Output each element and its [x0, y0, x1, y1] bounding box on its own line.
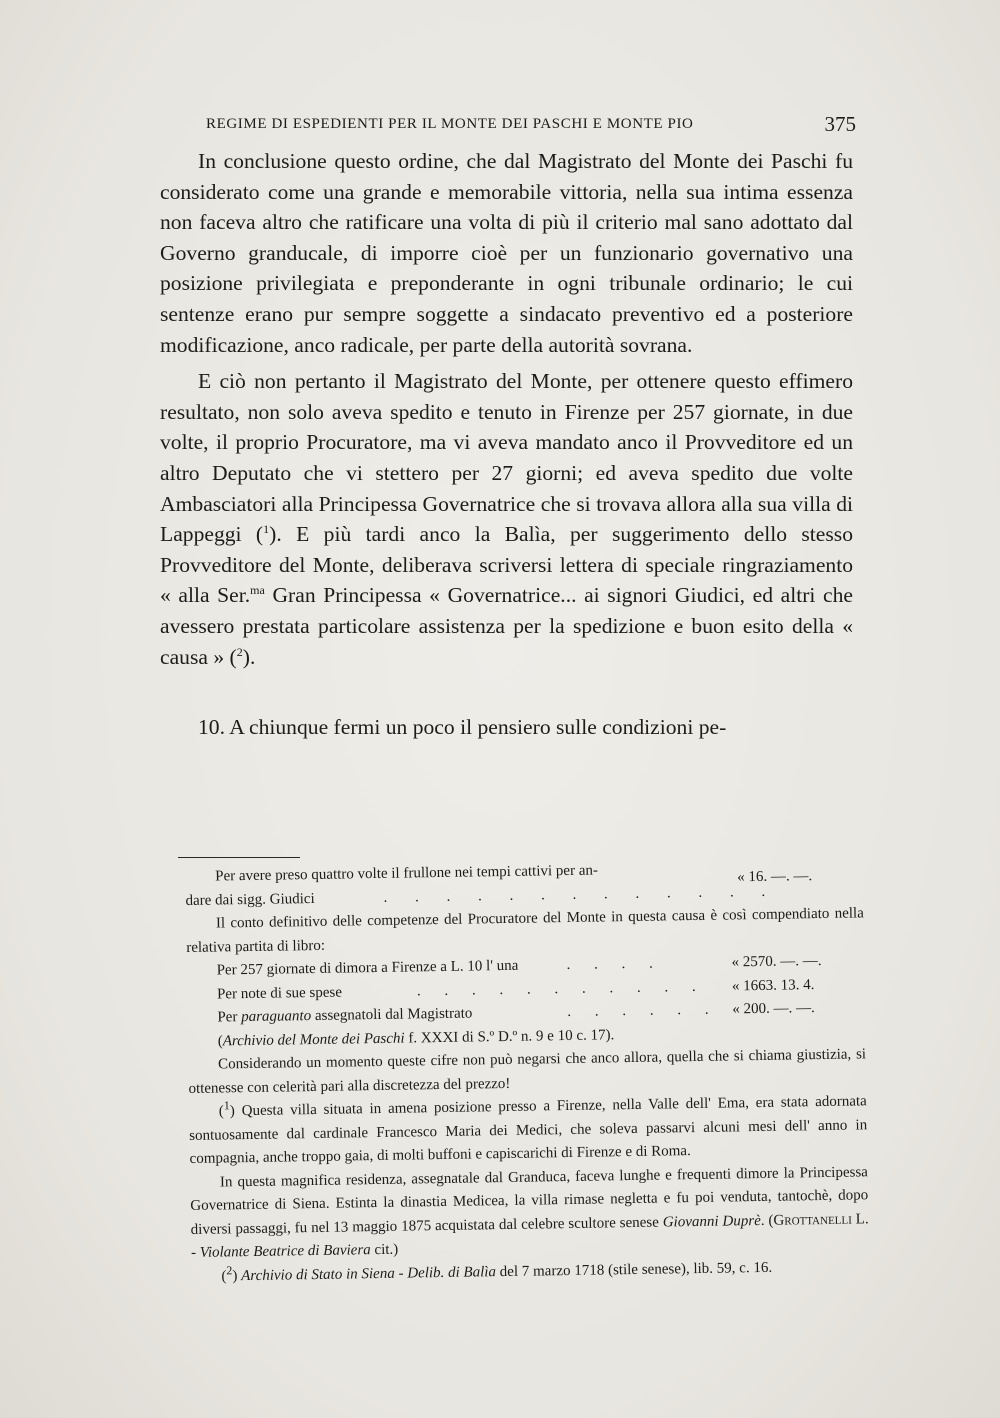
footnotes: [185, 855, 870, 1289]
amount-frullone: « 16. —. —.: [737, 868, 813, 886]
running-head: REGIME DI ESPEDIENTI PER IL MONTE DEI PASCHI E MONTE PIO: [206, 116, 694, 132]
note-archivio: (Archivio del Monte dei Paschi f. XXXI di S.º D.º n. 9 e 10 c. 17).: [217, 1026, 615, 1050]
note-considerando: Considerando un momento queste cifre non può negarsi che anco allora, quella che si chiama giustizia, si ottenesse con celerità pari alla discretezza del prezzo!: [188, 1046, 867, 1097]
page-number: 375: [824, 112, 856, 136]
paragraph-section-10: 10. A chiunque fermi un poco il pensiero sulle condizioni pe-: [198, 715, 727, 740]
note-frullone: Per avere preso quattro volte il frullone nei tempi cattivi per an- dare dai sigg. Giudici . . . . . . . . . . . . . « 16. —. —.: [185, 862, 813, 909]
note-conto: Il conto definitivo delle competenze del Procuratore del Monte in questa causa è così compendiato nella relativa partita di libro:: [186, 905, 864, 956]
ledger-row: Per paraguanto assegnatoli dal Magistrato . . . . . . « 200. —. —.: [217, 1000, 815, 1026]
footnote-rule: [178, 857, 300, 858]
footnote-ref-1: 1: [263, 521, 270, 536]
paragraph-magistrato: E ciò non pertanto il Magistrato del Monte, per ottenere questo effimero resultato, non solo aveva spedito e tenuto in Firenze per 257 giornate, in due volte, il proprio Procuratore, ma vi aveva mandato anco il Provveditore ed un altro Deputato che vi stettero per 27 giorni; ed aveva spedito due volte Ambasciatori alla Principessa Governatrice che si trovava allora alla sua villa di Lappeggi ($^1$). E più tardi anco la Balìa, per suggerimento dello stesso Provveditore del Monte, deliberava scriversi lettera di speciale ringraziamento « alla Ser.$^{ma}$ Gran Principessa « Governatrice... ai signori Giudici, ed altri che avessero prestata particolare assistenza per la spedizione e buon esito della « causa » ($^2$).: [160, 369, 853, 669]
paragraph-conclusione: In conclusione questo ordine, che dal Magistrato del Monte dei Paschi fu considerato come una grande e memorabile vittoria, nella sua intima essenza non faceva altro che ratificare una volta di più il criterio mal sano adottato dal Governo granducale, di imporre cioè per un funzionario governativo una posizione privilegiata e preponderante in ogni tribunale ordinario; le cui sentenze erano pur sempre soggette a sindacato preventivo ed a posteriore modificazione, anco radicale, per parte della autorità sovrana.: [160, 149, 853, 357]
ledger-row: Per 257 giornate di dimora a Firenze a L. 10 l' una . . . . « 2570. —. —.: [216, 953, 822, 979]
page-header: [206, 112, 856, 138]
footnote-2: ($^2$) Archivio di Stato in Siena - Delib. di Balìa del 7 marzo 1718 (stile senese), lib. 59, c. 16.: [221, 1259, 773, 1284]
superscript-ma: ma: [250, 583, 265, 598]
footnote-ref-2: 2: [236, 644, 243, 659]
main-text: [160, 146, 853, 743]
ledger-row: Per note di sue spese . . . . . . . . . . . « 1663. 13. 4.: [216, 976, 815, 1003]
footnote-1: ($^1$) Questa villa situata in amena posizione presso a Firenze, nella Valle dell' Ema, era stata adornata sontuosamente dal cardinale Francesco Maria dei Medici, che soleva passarvi alcuni mesi dell' anno in compagnia, anche troppo gaia, di molti buffoni e capiscarichi di Firenze e di Roma.: [189, 1093, 868, 1167]
footnote-1-continued: In questa magnifica residenza, assegnatale dal Granduca, faceva lunghe e frequenti dimore la Principessa Governatrice di Siena. Estinta la dinastia Medicea, la villa rimase negletta e fu poi venduta, tantochè, dopo diversi passaggi, fu nel 13 maggio 1875 acquistata dal celebre scultore senese Giovanni Duprè. (Grottanelli L. - Violante Beatrice di Baviera cit.): [190, 1163, 869, 1261]
